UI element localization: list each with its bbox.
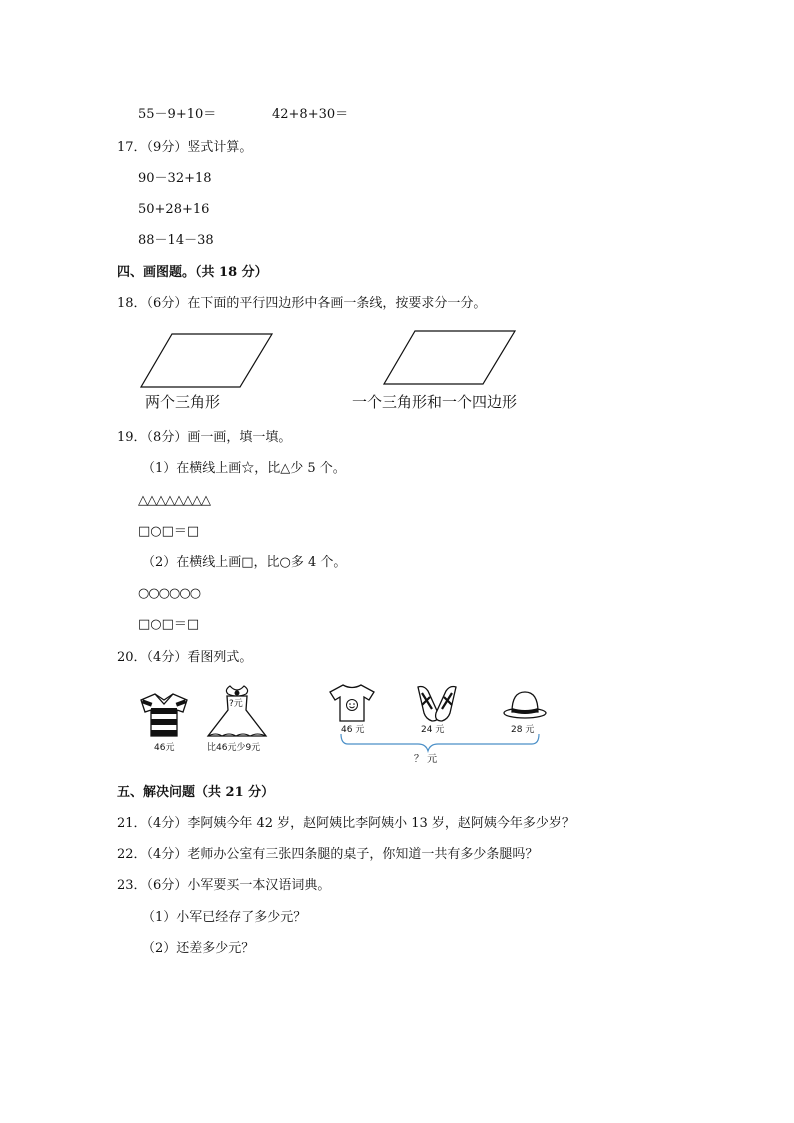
q20-title: 20．（4分）看图列式。 bbox=[117, 650, 253, 665]
q19-blank-2: □○□＝□ bbox=[138, 617, 200, 632]
sandals-icon bbox=[414, 683, 460, 723]
parallelogram-2 bbox=[383, 330, 517, 386]
hat-price: 28 元 bbox=[511, 725, 535, 735]
q16-expression-1: 55－9+10＝ bbox=[138, 107, 217, 122]
smiley-tshirt-icon bbox=[328, 683, 376, 723]
total-price: ？ 元 bbox=[414, 754, 438, 765]
q19-part-2: （2）在横线上画□，比○多 4 个。 bbox=[142, 555, 347, 570]
q23-part-2: （2）还差多少元？ bbox=[142, 941, 255, 956]
q18-title: 18．（6分）在下面的平行四边形中各画一条线，按要求分一分。 bbox=[117, 296, 487, 311]
section-5-title: 五、解决问题（共 21 分） bbox=[117, 785, 275, 800]
section-4-title: 四、画图题。（共 18 分） bbox=[117, 265, 268, 280]
q23-part-1: （1）小军已经存了多少元？ bbox=[142, 910, 307, 925]
dress-icon bbox=[206, 684, 268, 740]
q19-circles: ○○○○○○ bbox=[138, 586, 201, 601]
q19-title: 19．（8分）画一画，填一填。 bbox=[117, 430, 292, 445]
dress-price-tag: ?元 bbox=[229, 699, 243, 709]
q17-title: 17．（9分）竖式计算。 bbox=[117, 140, 253, 155]
q23-title: 23．（6分）小军要买一本汉语词典。 bbox=[117, 878, 331, 893]
dress-caption: 比46元少9元 bbox=[207, 743, 261, 753]
q17-item-3: 88－14－38 bbox=[138, 233, 214, 248]
q17-item-1: 90－32+18 bbox=[138, 171, 212, 186]
total-bracket bbox=[340, 733, 540, 753]
q19-triangles: △△△△△△△△ bbox=[138, 493, 210, 508]
q21-text: 21．（4分）李阿姨今年 42 岁，赵阿姨比李阿姨小 13 岁，赵阿姨今年多少岁？ bbox=[117, 816, 575, 831]
q18-label-1: 两个三角形 bbox=[145, 393, 221, 411]
q17-item-2: 50+28+16 bbox=[138, 202, 210, 217]
parallelogram-1 bbox=[140, 333, 274, 389]
q19-part-1: （1）在横线上画☆，比△少 5 个。 bbox=[142, 461, 346, 476]
q22-text: 22．（4分）老师办公室有三张四条腿的桌子，你知道一共有多少条腿吗？ bbox=[117, 847, 539, 862]
striped-shirt-icon bbox=[139, 692, 189, 738]
tshirt-price: 46 元 bbox=[341, 725, 365, 735]
q18-label-2: 一个三角形和一个四边形 bbox=[352, 393, 518, 411]
q16-expression-2: 42+8+30＝ bbox=[272, 107, 349, 122]
hat-icon bbox=[502, 688, 548, 720]
q19-blank-1: □○□＝□ bbox=[138, 524, 200, 539]
shirt-price: 46元 bbox=[154, 743, 175, 753]
sandals-price: 24 元 bbox=[421, 725, 445, 735]
